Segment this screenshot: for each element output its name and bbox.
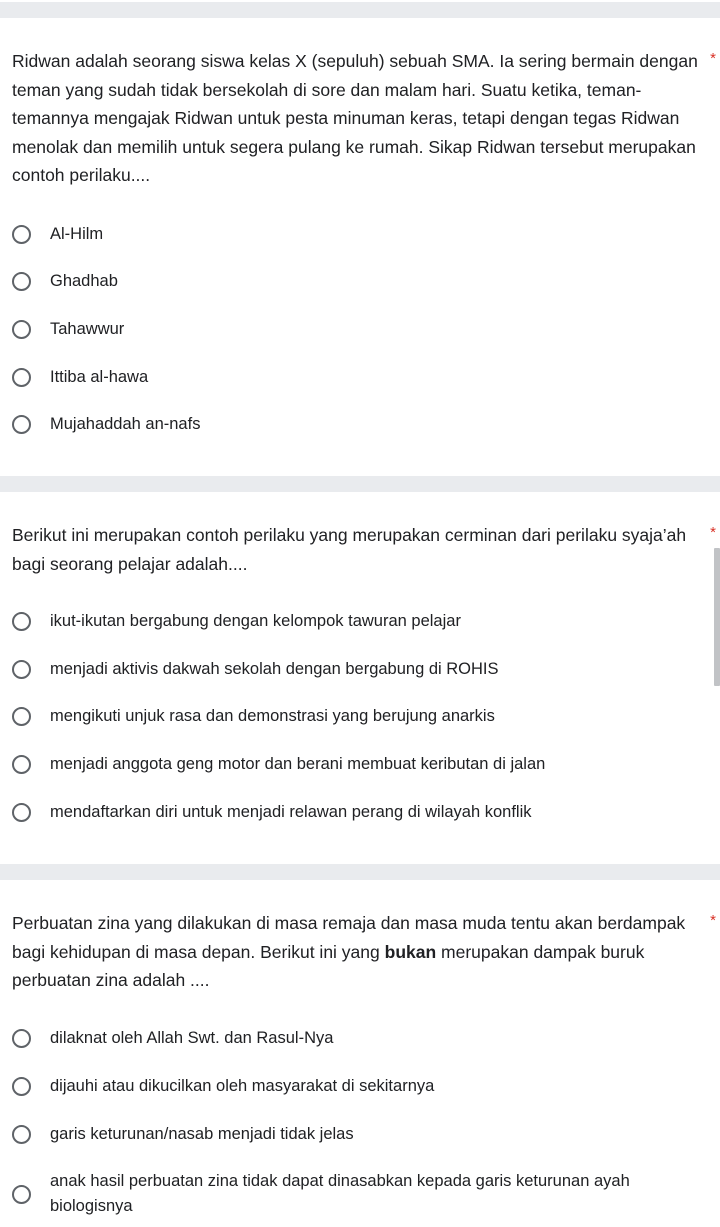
- required-asterisk: *: [710, 524, 716, 541]
- option-radio[interactable]: [0, 601, 720, 641]
- option-radio[interactable]: [0, 357, 720, 397]
- radio-circle-icon[interactable]: [12, 803, 31, 822]
- section-separator: [0, 864, 720, 880]
- radio-circle-icon[interactable]: [12, 415, 31, 434]
- option-label: Mujahaddah an-nafs: [50, 414, 201, 433]
- radio-circle-icon[interactable]: [12, 272, 31, 291]
- required-asterisk: *: [710, 912, 716, 929]
- radio-circle-icon[interactable]: [12, 660, 31, 679]
- option-label: garis keturunan/nasab menjadi tidak jelas: [50, 1124, 354, 1143]
- option-radio[interactable]: [0, 1066, 720, 1106]
- section-separator: [0, 476, 720, 492]
- option-label: menjadi anggota geng motor dan berani membuat keributan di jalan: [50, 754, 546, 773]
- option-radio[interactable]: [0, 1018, 720, 1058]
- radio-circle-icon[interactable]: [12, 320, 31, 339]
- question-text-part: Perbuatan zina yang dilakukan di masa remaja dan masa muda tentu akan berdampak bagi kehidupan di masa depan. Berikut ini yang: [12, 913, 686, 962]
- option-label: mengikuti unjuk rasa dan demonstrasi yang berujung anarkis: [50, 706, 495, 725]
- option-label: mendaftarkan diri untuk menjadi relawan perang di wilayah konflik: [50, 802, 532, 821]
- option-label: menjadi aktivis dakwah sekolah dengan bergabung di ROHIS: [50, 659, 499, 678]
- radio-circle-icon[interactable]: [12, 1077, 31, 1096]
- option-radio[interactable]: [0, 1168, 720, 1220]
- option-radio[interactable]: [0, 1114, 720, 1154]
- question-text: [12, 909, 702, 995]
- option-label: dijauhi atau dikucilkan oleh masyarakat di sekitarnya: [50, 1076, 435, 1095]
- option-label: Tahawwur: [50, 319, 125, 338]
- radio-circle-icon[interactable]: [12, 1029, 31, 1048]
- required-asterisk: *: [710, 50, 716, 67]
- option-radio[interactable]: [0, 261, 720, 301]
- question-text-part: merupakan dampak buruk perbuatan zina adalah ....: [12, 941, 645, 990]
- option-label: Ittiba al-hawa: [50, 367, 149, 386]
- scrollbar-thumb[interactable]: [714, 548, 720, 686]
- radio-circle-icon[interactable]: [12, 368, 31, 387]
- option-radio[interactable]: [0, 309, 720, 349]
- option-label: anak hasil perbuatan zina tidak dapat dinasabkan kepada garis keturunan ayah biologisnya: [50, 1172, 630, 1215]
- radio-circle-icon[interactable]: [12, 707, 31, 726]
- radio-circle-icon[interactable]: [12, 1185, 31, 1204]
- question-text-emphasis: bukan: [384, 941, 437, 962]
- option-radio[interactable]: [0, 214, 720, 254]
- option-radio[interactable]: [0, 696, 720, 736]
- option-label: Al-Hilm: [50, 224, 104, 243]
- radio-circle-icon[interactable]: [12, 612, 31, 631]
- option-label: dilaknat oleh Allah Swt. dan Rasul-Nya: [50, 1028, 334, 1047]
- radio-circle-icon[interactable]: [12, 1125, 31, 1144]
- option-label: Ghadhab: [50, 271, 118, 290]
- section-separator: [0, 2, 720, 18]
- option-radio[interactable]: [0, 649, 720, 689]
- option-radio[interactable]: [0, 404, 720, 444]
- question-text: Berikut ini merupakan contoh perilaku yang merupakan cerminan dari perilaku syaja’ah bagi seorang pelajar adalah....: [12, 525, 687, 574]
- question-text: Ridwan adalah seorang siswa kelas X (sepuluh) sebuah SMA. Ia sering bermain dengan teman yang sudah tidak bersekolah di sore dan malam hari. Suatu ketika, teman-temannya mengajak Ridwan untuk pesta minuman keras, tetapi dengan tegas Ridwan menolak dan memilih untuk segera pulang ke rumah. Sikap Ridwan tersebut merupakan contoh perilaku....: [12, 51, 698, 185]
- option-label: ikut-ikutan bergabung dengan kelompok tawuran pelajar: [50, 611, 461, 630]
- option-radio[interactable]: [0, 744, 720, 784]
- radio-circle-icon[interactable]: [12, 225, 31, 244]
- option-radio[interactable]: [0, 792, 720, 832]
- radio-circle-icon[interactable]: [12, 755, 31, 774]
